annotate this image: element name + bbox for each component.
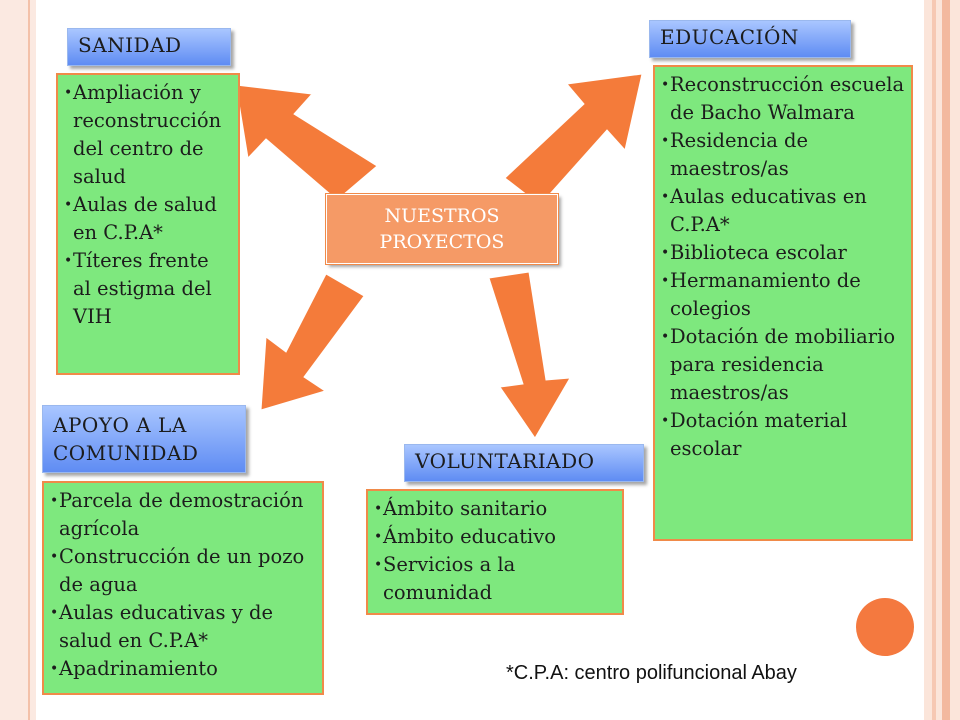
sanidad-box	[56, 73, 240, 375]
sanidad-label: SANIDAD	[67, 28, 231, 66]
list-item: • Dotación de mobiliario para residencia maestros/as	[661, 323, 905, 407]
list-item: • Títeres frente al estigma del VIH	[64, 247, 232, 331]
list-item: • Parcela de demostración agrícola	[50, 487, 316, 543]
list-item: • Ampliación y reconstrucción del centro de salud	[64, 79, 232, 191]
list-item: • Apadrinamiento	[50, 655, 316, 683]
apoyo-title-line1: APOYO A LA	[53, 413, 187, 437]
footnote: *C.P.A: centro polifuncional Abay	[506, 662, 797, 684]
list-item: • Dotación material escolar	[661, 407, 905, 463]
educacion-label: EDUCACIÓN	[649, 20, 851, 58]
list-item: • Construcción de un pozo de agua	[50, 543, 316, 599]
list-item: • Residencia de maestros/as	[661, 127, 905, 183]
list-item: • Aulas educativas y de salud en C.P.A*	[50, 599, 316, 655]
arrow-to-apoyo	[261, 274, 364, 410]
list-item: • Aulas educativas en C.P.A*	[661, 183, 905, 239]
list-item: • Aulas de salud en C.P.A*	[64, 191, 232, 247]
arrow-to-educacion	[505, 74, 642, 205]
center-title-line2: PROYECTOS	[379, 231, 505, 253]
list-item: • Biblioteca escolar	[661, 239, 905, 267]
voluntariado-label: VOLUNTARIADO	[404, 444, 644, 482]
apoyo-label	[42, 405, 246, 473]
list-item: • Ámbito sanitario	[374, 495, 616, 523]
apoyo-title-line2: COMUNIDAD	[53, 441, 199, 465]
voluntariado-box	[366, 489, 624, 615]
list-item: • Reconstrucción escuela de Bacho Walmara	[661, 71, 905, 127]
arrow-to-sanidad	[236, 85, 377, 200]
list-item: • Hermanamiento de colegios	[661, 267, 905, 323]
center-node	[326, 194, 558, 264]
apoyo-box	[42, 481, 324, 695]
center-title-line1: NUESTROS	[384, 205, 500, 227]
list-item: • Ámbito educativo	[374, 523, 616, 551]
arrow-to-voluntariado	[489, 272, 570, 438]
educacion-box	[653, 65, 913, 541]
list-item: • Servicios a la comunidad	[374, 551, 616, 607]
